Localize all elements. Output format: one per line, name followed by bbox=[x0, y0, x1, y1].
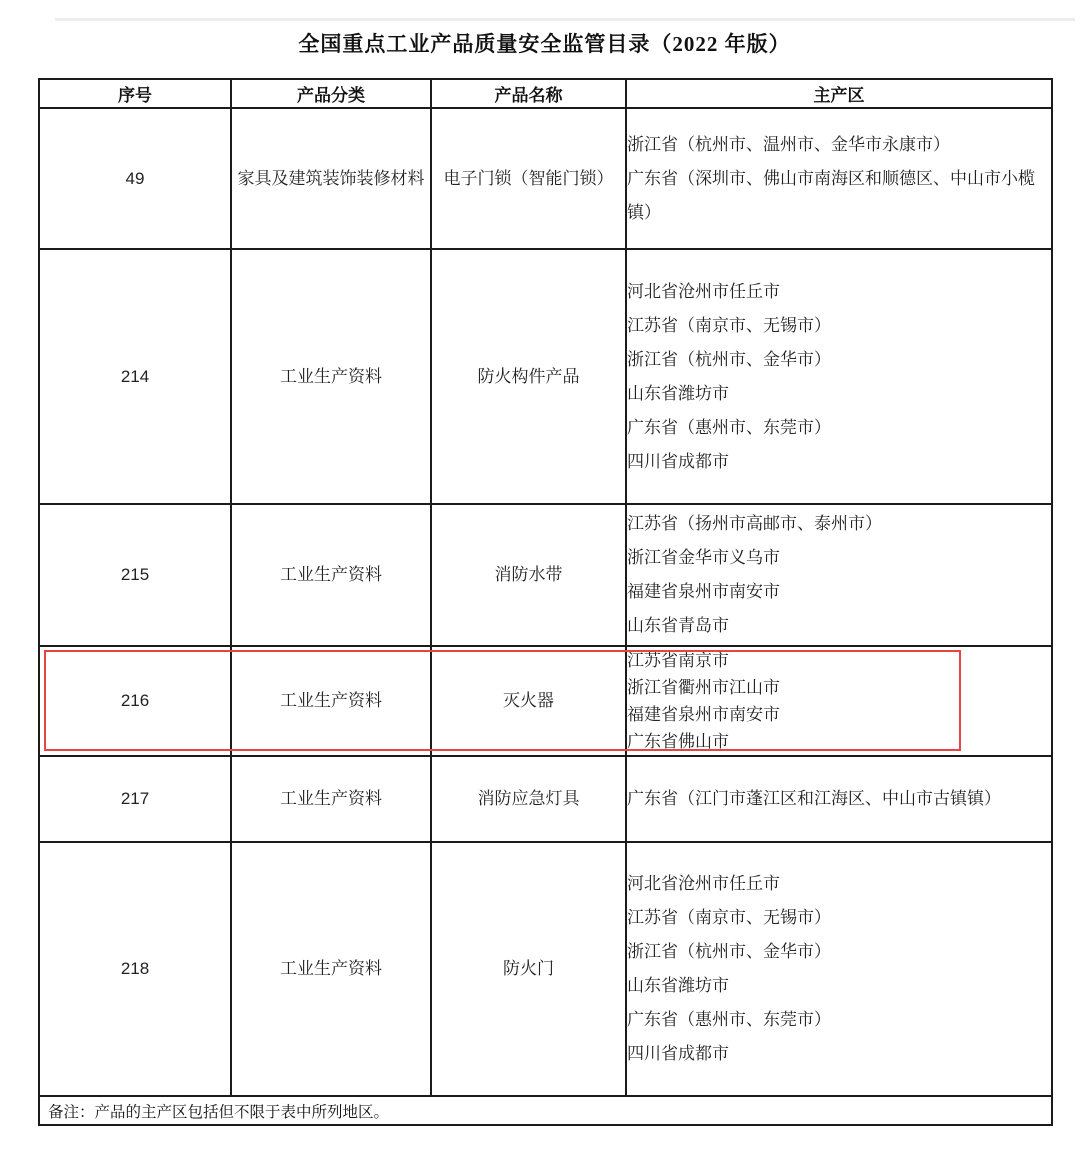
page-title: 全国重点工业产品质量安全监管目录（2022 年版） bbox=[298, 32, 791, 56]
region-line: 河北省沧州市任丘市 bbox=[627, 874, 780, 893]
table-row bbox=[39, 842, 1052, 1096]
region-line: 江苏省南京市 bbox=[627, 651, 729, 670]
region-line: 广东省（惠州市、东莞市） bbox=[627, 417, 831, 437]
main-production-area-cell bbox=[626, 756, 1052, 842]
region-line: 广东省（深圳市、佛山市南海区和顺德区、中山市小榄镇） bbox=[627, 168, 1035, 222]
product-name-cell: 防火构件产品 bbox=[431, 249, 626, 504]
header-serial-number: 序号 bbox=[39, 79, 231, 108]
note-text: 备注：产品的主产区包括但不限于表中所列地区。 bbox=[39, 1096, 1052, 1125]
table-row bbox=[39, 756, 1052, 842]
serial-number-cell: 217 bbox=[39, 756, 231, 842]
region-line: 浙江省（杭州市、金华市） bbox=[627, 349, 831, 369]
serial-number-cell: 214 bbox=[39, 249, 231, 504]
region-line: 浙江省（杭州市、温州市、金华市永康市） bbox=[627, 134, 950, 154]
product-name-cell: 消防应急灯具 bbox=[431, 756, 626, 842]
product-category-cell: 家具及建筑装饰装修材料 bbox=[231, 108, 431, 249]
serial-number-cell: 218 bbox=[39, 842, 231, 1096]
catalog-table bbox=[38, 78, 1053, 1126]
table-row bbox=[39, 108, 1052, 249]
region-line: 山东省青岛市 bbox=[627, 616, 729, 635]
product-category-cell: 工业生产资料 bbox=[231, 249, 431, 504]
region-line: 四川省成都市 bbox=[627, 1044, 729, 1063]
header-main-production-area: 主产区 bbox=[626, 79, 1052, 108]
region-line: 福建省泉州市南安市 bbox=[627, 582, 780, 601]
region-line: 河北省沧州市任丘市 bbox=[627, 281, 780, 301]
region-line: 浙江省（杭州市、金华市） bbox=[627, 942, 831, 961]
product-name-cell: 消防水带 bbox=[431, 504, 626, 646]
region-line: 广东省（江门市蓬江区和江海区、中山市古镇镇） bbox=[627, 789, 1001, 808]
region-line: 福建省泉州市南安市 bbox=[627, 705, 780, 724]
serial-number-cell: 49 bbox=[39, 108, 231, 249]
main-production-area-cell bbox=[626, 842, 1052, 1096]
region-line: 四川省成都市 bbox=[627, 451, 729, 471]
region-line: 浙江省衢州市江山市 bbox=[627, 678, 780, 697]
product-name-cell: 灭火器 bbox=[431, 646, 626, 756]
region-line: 浙江省金华市义乌市 bbox=[627, 548, 780, 567]
region-line: 江苏省（南京市、无锡市） bbox=[627, 315, 831, 335]
serial-number-cell: 215 bbox=[39, 504, 231, 646]
table-row bbox=[39, 504, 1052, 646]
table-header-row bbox=[39, 79, 1052, 108]
header-product-name: 产品名称 bbox=[431, 79, 626, 108]
note-row bbox=[39, 1096, 1052, 1125]
region-line: 广东省佛山市 bbox=[627, 732, 729, 751]
serial-number-cell: 216 bbox=[39, 646, 231, 756]
product-category-cell: 工业生产资料 bbox=[231, 756, 431, 842]
table-row bbox=[39, 249, 1052, 504]
region-line: 江苏省（扬州市高邮市、泰州市） bbox=[627, 514, 882, 533]
region-line: 山东省潍坊市 bbox=[627, 976, 729, 995]
region-line: 山东省潍坊市 bbox=[627, 383, 729, 403]
region-line: 广东省（惠州市、东莞市） bbox=[627, 1010, 831, 1029]
page-top-divider bbox=[55, 18, 1075, 21]
main-production-area-cell bbox=[626, 249, 1052, 504]
main-production-area-cell bbox=[626, 646, 1052, 756]
product-name-cell: 防火门 bbox=[431, 842, 626, 1096]
main-production-area-cell bbox=[626, 108, 1052, 249]
table-row bbox=[39, 646, 1052, 756]
region-line: 江苏省（南京市、无锡市） bbox=[627, 908, 831, 927]
main-production-area-cell bbox=[626, 504, 1052, 646]
product-category-cell: 工业生产资料 bbox=[231, 504, 431, 646]
product-category-cell: 工业生产资料 bbox=[231, 842, 431, 1096]
header-product-category: 产品分类 bbox=[231, 79, 431, 108]
product-category-cell: 工业生产资料 bbox=[231, 646, 431, 756]
product-name-cell: 电子门锁（智能门锁） bbox=[431, 108, 626, 249]
